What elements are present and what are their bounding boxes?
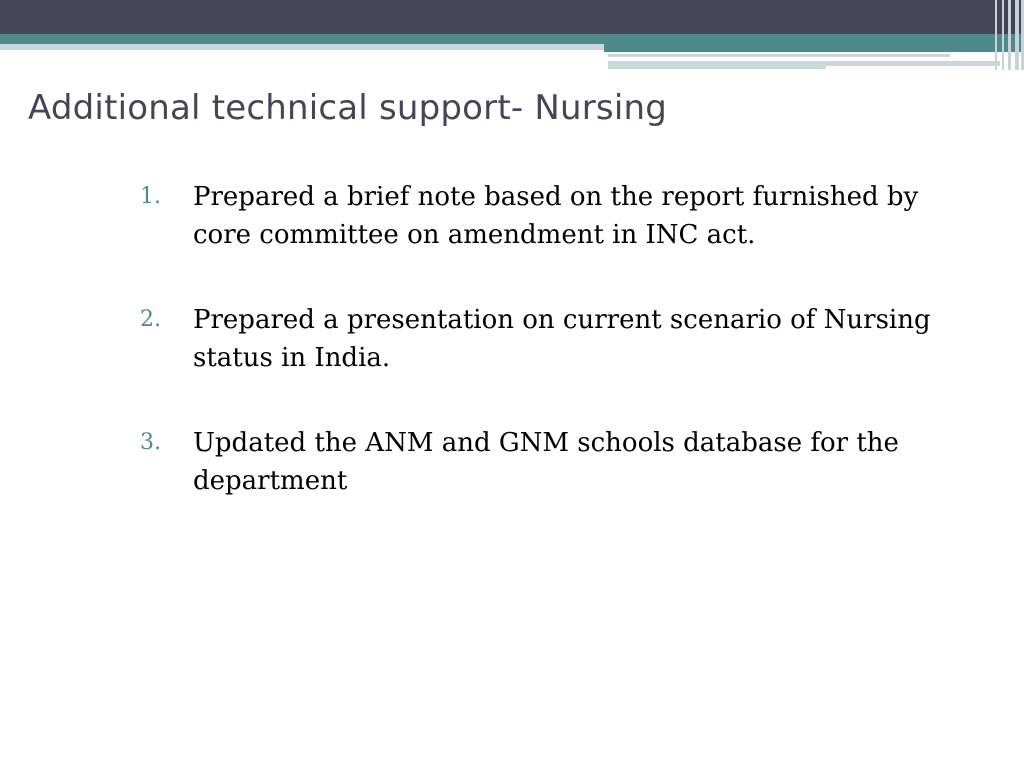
header-vertical-bar	[995, 0, 997, 70]
list-item	[140, 424, 970, 500]
list-item-number: 1.	[140, 184, 161, 209]
header-stripe	[608, 66, 826, 69]
header-vertical-bar	[1002, 0, 1004, 70]
header-vertical-bar	[1015, 0, 1019, 70]
list-item-text: Prepared a brief note based on the report furnished by core committee on amendment in INC act.	[193, 182, 919, 250]
list-item-text: Prepared a presentation on current scenario of Nursing status in India.	[193, 305, 931, 373]
list-item	[140, 178, 970, 254]
header-band-teal	[0, 34, 1024, 44]
header-band-dark	[0, 0, 1024, 34]
header-vertical-bar	[1008, 0, 1011, 70]
list-item-number: 3.	[140, 430, 161, 455]
numbered-list	[140, 178, 970, 547]
list-item-text: Updated the ANM and GNM schools database for the department	[193, 428, 899, 496]
header-band-teal-extension	[604, 44, 1024, 52]
header-stripe	[608, 54, 950, 57]
list-item	[140, 301, 970, 377]
header-band-light	[0, 44, 604, 50]
list-item-number: 2.	[140, 307, 161, 332]
slide-title: Additional technical support- Nursing	[28, 88, 668, 128]
